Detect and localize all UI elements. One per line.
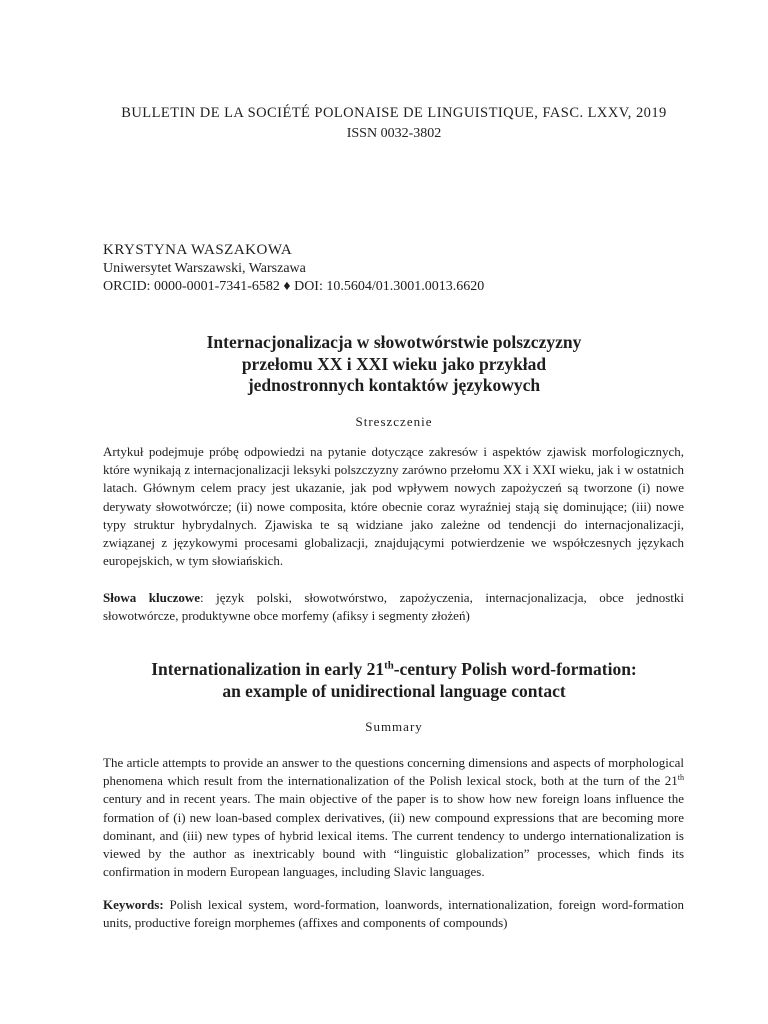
english-summary-text: The article attempts to provide an answer to the questions concerning dimensions and aspects of morphological phenomena which result from the internationalization of the Polish lexical stock, both at the turn of the 21 xyxy=(103,755,684,789)
ordinal-superscript: th xyxy=(384,659,394,672)
english-title-text: -century Polish word-formation: xyxy=(393,659,637,679)
english-title-line: an example of unidirectional language contact xyxy=(222,680,566,701)
english-title-text: Internationalization in early 21 xyxy=(151,659,385,679)
english-summary-text: century and in recent years. The main objective of the paper is to show how new foreign loans influence the formation of (i) new loan-based complex derivatives, (ii) new compound expressions that are becoming more dominant, and (iii) new types of hybrid lexical items. The current tendency to undergo internationalization is viewed by the author as inextricably bound with “linguistic globalization” processes, which finds its confirmation in modern European languages, including Slavic languages. xyxy=(103,791,684,880)
polish-keywords-text: : język polski, słowotwórstwo, zapożyczenia, internacjonalizacja, obce jednostki słowotwórcze, produktywne obce morfemy (afiksy i segmenty złożeń) xyxy=(103,590,684,624)
polish-title xyxy=(0,332,768,397)
english-title-line xyxy=(0,659,768,681)
ordinal-superscript: th xyxy=(677,773,684,783)
author-name: KRYSTYNA WASZAKOWA xyxy=(103,242,293,258)
english-keywords-label: Keywords: xyxy=(103,897,164,912)
polish-title-line: jednostronnych kontaktów językowych xyxy=(247,375,541,395)
author-affiliation: Uniwersytet Warszawski, Warszawa xyxy=(103,260,306,276)
polish-abstract-heading: Streszczenie xyxy=(355,414,433,429)
polish-title-line: Internacjonalizacja w słowotwórstwie polszczyzny xyxy=(206,332,582,352)
polish-abstract: Artykuł podejmuje próbę odpowiedzi na pytanie dotyczące zakresów i aspektów zjawisk morfologicznych, które wynikają z internacjonalizacji leksyki polszczyzny zarówno przełomu XX i XXI wieku, jak i w ostatnich latach. Głównym celem pracy jest ukazanie, jak pod wpływem nowych zapożyczeń są tworzone (i) nowe derywaty słowotwórcze; (ii) nowe composita, które obecnie coraz wyraźniej stają się dominujące; (iii) nowe typy struktur hybrydalnych. Zjawiska te są widziane jako zależne od tendencji do internacjonalizacji, związanej z językowymi procesami globalizacji, znajdującymi potwierdzenie we współczesnych językach europejskich, w tym słowiańskich. xyxy=(103,444,684,569)
english-summary-heading: Summary xyxy=(365,719,423,734)
polish-keywords xyxy=(103,589,684,625)
polish-title-line: przełomu XX i XXI wieku jako przykład xyxy=(241,353,547,374)
english-title xyxy=(0,659,768,702)
english-keywords-text: Polish lexical system, word-formation, loanwords, internationalization, foreign word-formation units, productive foreign morphemes (affixes and components of compounds) xyxy=(103,897,684,931)
issn: ISSN 0032-3802 xyxy=(346,126,442,141)
english-keywords xyxy=(103,896,684,932)
author-identifiers: ORCID: 0000-0001-7341-6582 ♦ DOI: 10.5604/01.3001.0013.6620 xyxy=(103,279,485,294)
english-summary xyxy=(103,754,684,881)
author-block xyxy=(103,241,484,297)
journal-header: BULLETIN DE LA SOCIÉTÉ POLONAISE DE LINGUISTIQUE, FASC. LXXV, 2019 xyxy=(121,105,667,121)
polish-keywords-label: Słowa kluczowe xyxy=(103,590,201,605)
